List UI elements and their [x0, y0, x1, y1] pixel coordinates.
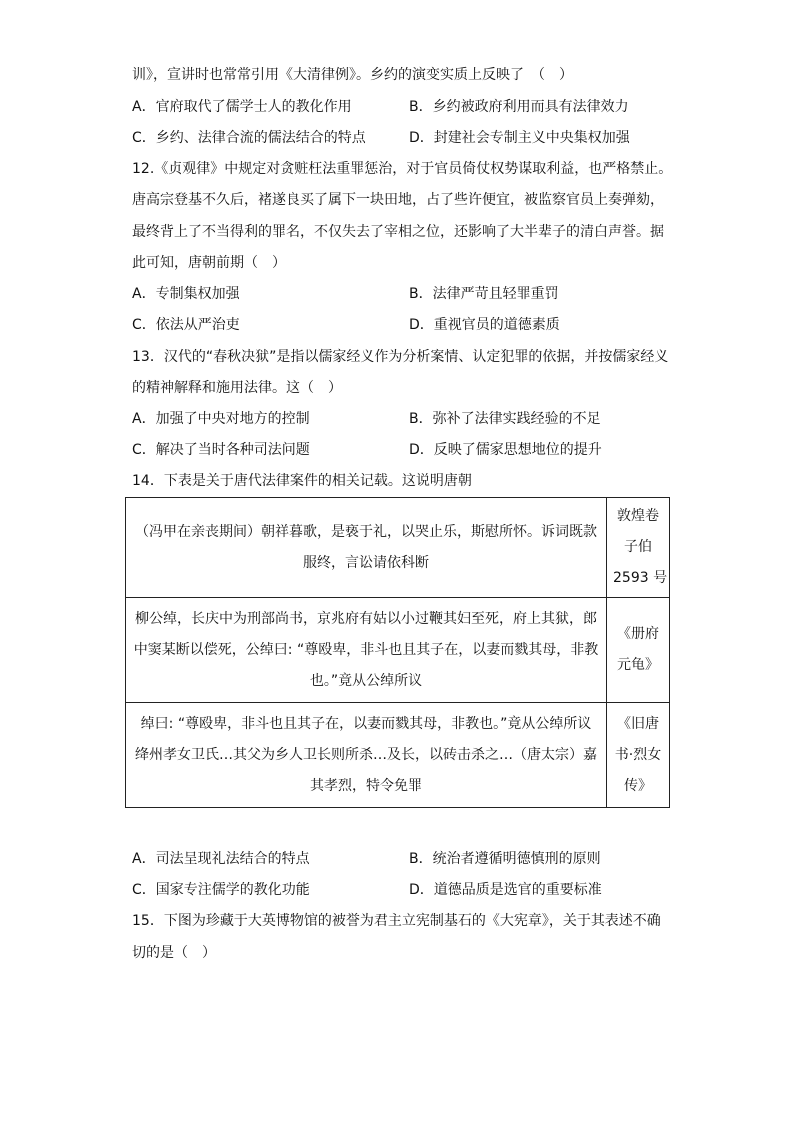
table-row: [126, 498, 670, 598]
q13-option-c[interactable]: C．解决了当时各种司法问题: [132, 442, 310, 458]
record-content: [126, 598, 607, 703]
source-line: 传》: [624, 777, 652, 794]
q12-option-a[interactable]: A．专制集权加强: [132, 286, 240, 302]
q13-option-b[interactable]: B．弥补了法律实践经验的不足: [409, 411, 601, 427]
q11-option-d[interactable]: D．封建社会专制主义中央集权加强: [409, 130, 630, 146]
record-text-line: 服终，言讼请依科断: [303, 554, 429, 571]
q14-records-table: [125, 497, 670, 808]
table-row: [126, 598, 670, 703]
source-line: 《册府: [617, 626, 659, 642]
record-content: [126, 498, 607, 598]
q15-stem-line-1: 15．下图为珍藏于大英博物馆的被誉为君主立宪制基石的《大宪章》，关于其表述不确: [132, 913, 661, 929]
q11-option-a[interactable]: A．官府取代了儒学士人的教化作用: [132, 99, 352, 115]
table-row: [126, 703, 670, 808]
record-source: [607, 703, 670, 808]
q14-option-b[interactable]: B．统治者遵循明德慎刑的原则: [409, 851, 601, 867]
record-text-line: 绰曰: “尊殴卑，非斗也且其子在，以妻而戮其母，非教也。”竟从公绰所议: [140, 715, 592, 732]
record-text-line: 其孝烈，特令免罪: [310, 777, 422, 794]
q14-option-d[interactable]: D．道德品质是选官的重要标准: [409, 882, 602, 898]
q12-stem-line-2: 唐高宗登基不久后，褚遂良买了属下一块田地，占了些许便宜，被监察官员上奏弹劾，: [132, 192, 664, 208]
q14-option-c[interactable]: C．国家专注儒学的教化功能: [132, 882, 310, 898]
record-source: [607, 498, 670, 598]
record-text-line: （冯甲在亲丧期间）朝祥暮歌，是亵于礼，以哭止乐，斯慰所怀。诉词既款: [135, 523, 597, 540]
q14-stem: 14．下表是关于唐代法律案件的相关记载。这说明唐朝: [132, 473, 472, 489]
q15-stem-line-2: 切的是（ ）: [132, 945, 216, 961]
q12-option-d[interactable]: D．重视官员的道德素质: [409, 317, 560, 333]
q11-continuation: 训》，宣讲时也常常引用《大清律例》。乡约的演变实质上反映了 （ ）: [132, 67, 573, 83]
q12-stem-line-1: 12.《贞观律》中规定对贪赃枉法重罪惩治，对于官员倚仗权势谋取利益，也严格禁止。: [132, 161, 673, 177]
source-line: 2593 号: [613, 570, 668, 586]
q13-stem-line-2: 的精神解释和施用法律。这（ ）: [132, 380, 342, 396]
q13-stem-line-1: 13．汉代的“春秋决狱”是指以儒家经义作为分析案情、认定犯罪的依据，并按儒家经义: [132, 349, 669, 365]
q12-option-b[interactable]: B．法律严苛且轻罪重罚: [409, 286, 559, 302]
source-line: 《旧唐: [617, 715, 659, 732]
source-line: 子伯: [624, 539, 652, 555]
q11-option-c[interactable]: C．乡约、法律合流的儒法结合的特点: [132, 130, 366, 146]
record-source: [607, 598, 670, 703]
source-line: 元龟》: [617, 657, 659, 673]
q13-option-d[interactable]: D．反映了儒家思想地位的提升: [409, 442, 602, 458]
record-text-line: 中窦某断以偿死，公绰曰: “尊殴卑，非斗也且其子在，以妻而戮其母，非教: [133, 641, 599, 658]
q14-option-a[interactable]: A．司法呈现礼法结合的特点: [132, 851, 310, 867]
record-text-line: 柳公绰，长庆中为刑部尚书，京兆府有姑以小过鞭其妇至死，府上其狱，郎: [135, 610, 597, 627]
q12-stem-line-4: 此可知，唐朝前期（ ）: [132, 255, 286, 271]
record-text-line: 也。”竟从公绰所议: [309, 672, 423, 689]
record-content: [126, 703, 607, 808]
q11-option-b[interactable]: B．乡约被政府利用而具有法律效力: [409, 99, 629, 115]
record-text-line: 绛州孝女卫氏…其父为乡人卫长则所杀…及长，以砖击杀之…（唐太宗）嘉: [135, 746, 597, 763]
q12-stem-line-3: 最终背上了不当得利的罪名，不仅失去了宰相之位，还影响了大半辈子的清白声誉。据: [132, 224, 664, 240]
source-line: 敦煌卷: [617, 508, 659, 524]
q13-option-a[interactable]: A．加强了中央对地方的控制: [132, 411, 310, 427]
source-line: 书·烈女: [614, 746, 662, 763]
q12-option-c[interactable]: C．依法从严治吏: [132, 317, 240, 333]
